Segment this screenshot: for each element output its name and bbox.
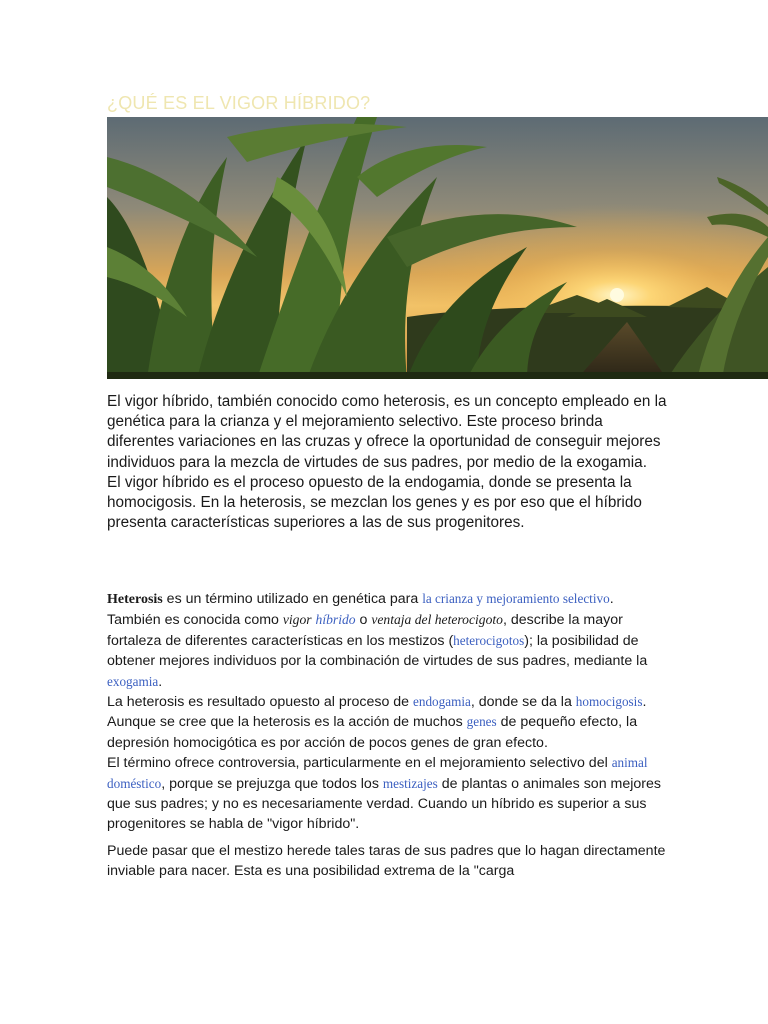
- text-span: La heterosis es resultado opuesto al proceso de: [107, 694, 414, 711]
- text-span: es un término utilizado en genética para: [162, 591, 423, 607]
- link-crianza[interactable]: la crianza y mejoramiento selectivo: [422, 591, 610, 606]
- corn-field-photo: [107, 117, 768, 379]
- link-heterocigotos[interactable]: heterocigotos: [453, 632, 525, 648]
- link-mestizajes[interactable]: mestizajes: [382, 775, 438, 791]
- paragraph-endogamia: [107, 692, 667, 753]
- hero-image: [107, 117, 768, 379]
- text-span: ); la posibilidad de obtener mejores individuos por la combinación de virtudes de sus padres, mediante la: [107, 632, 648, 670]
- text-span: , describe la mayor fortaleza de diferentes características en los mestizos (: [107, 612, 623, 649]
- link-animal-domestico[interactable]: animal doméstico: [107, 755, 648, 791]
- text-span: , donde se da la: [470, 694, 576, 711]
- link-exogamia[interactable]: exogamia: [107, 673, 159, 689]
- text-span: , porque se prejuzga que todos los: [161, 775, 383, 792]
- text-span: de pequeño efecto, la depresión homocigótica es por acción de pocos genes de gran efecto.: [107, 714, 638, 751]
- article-body: [107, 589, 667, 882]
- paragraph-controversia: [107, 753, 667, 835]
- paragraph-carga: Puede pasar que el mestizo herede tales taras de sus padres que lo hagan directamente inviable para nacer. Esta es una posibilidad extrema de la "carga: [107, 842, 666, 880]
- term-heterosis: Heterosis: [107, 592, 163, 607]
- page-title: ¿QUÉ ES EL VIGOR HÍBRIDO?: [107, 93, 371, 113]
- text-span: El término ofrece controversia, particularmente en el mejoramiento selectivo del: [107, 755, 612, 772]
- intro-paragraph-2: El vigor híbrido es el proceso opuesto de la endogamia, donde se presenta la homocigosis. En la heterosis, se mezclan los genes y es por eso que el híbrido presenta características superiores a las de sus progenitores.: [107, 473, 642, 532]
- intro-paragraph-1: El vigor híbrido, también conocido como heterosis, es un concepto empleado en la genética para la crianza y el mejoramiento selectivo. Este proceso brinda diferentes variaciones en las cruzas y ofrece la oportunidad de conseguir mejores individuos para la mezcla de virtudes de sus padres, por medio de la exogamia.: [107, 393, 667, 471]
- text-span: También es conocida como: [107, 612, 283, 629]
- link-homocigosis[interactable]: homocigosis: [575, 694, 643, 710]
- paragraph-heterosis: [107, 589, 667, 692]
- intro-text: [107, 392, 667, 533]
- link-genes[interactable]: genes: [466, 714, 497, 730]
- text-span: . Aunque se cree que la heterosis es la acción de muchos: [107, 694, 647, 731]
- link-endogamia[interactable]: endogamia: [413, 694, 471, 710]
- text-span: o: [355, 612, 372, 629]
- text-span: de plantas o animales son mejores que sus padres; y no es necesariamente verdad. Cuando un híbrido es superior a sus progenitores se habla de "vigor híbrido".: [107, 775, 661, 833]
- text-span: .: [158, 673, 163, 690]
- italic-ventaja: ventaja del heterocigoto: [371, 612, 503, 628]
- italic-vigor: vigor: [282, 612, 312, 628]
- link-hibrido[interactable]: híbrido: [315, 612, 356, 628]
- text-span: .: [609, 591, 614, 607]
